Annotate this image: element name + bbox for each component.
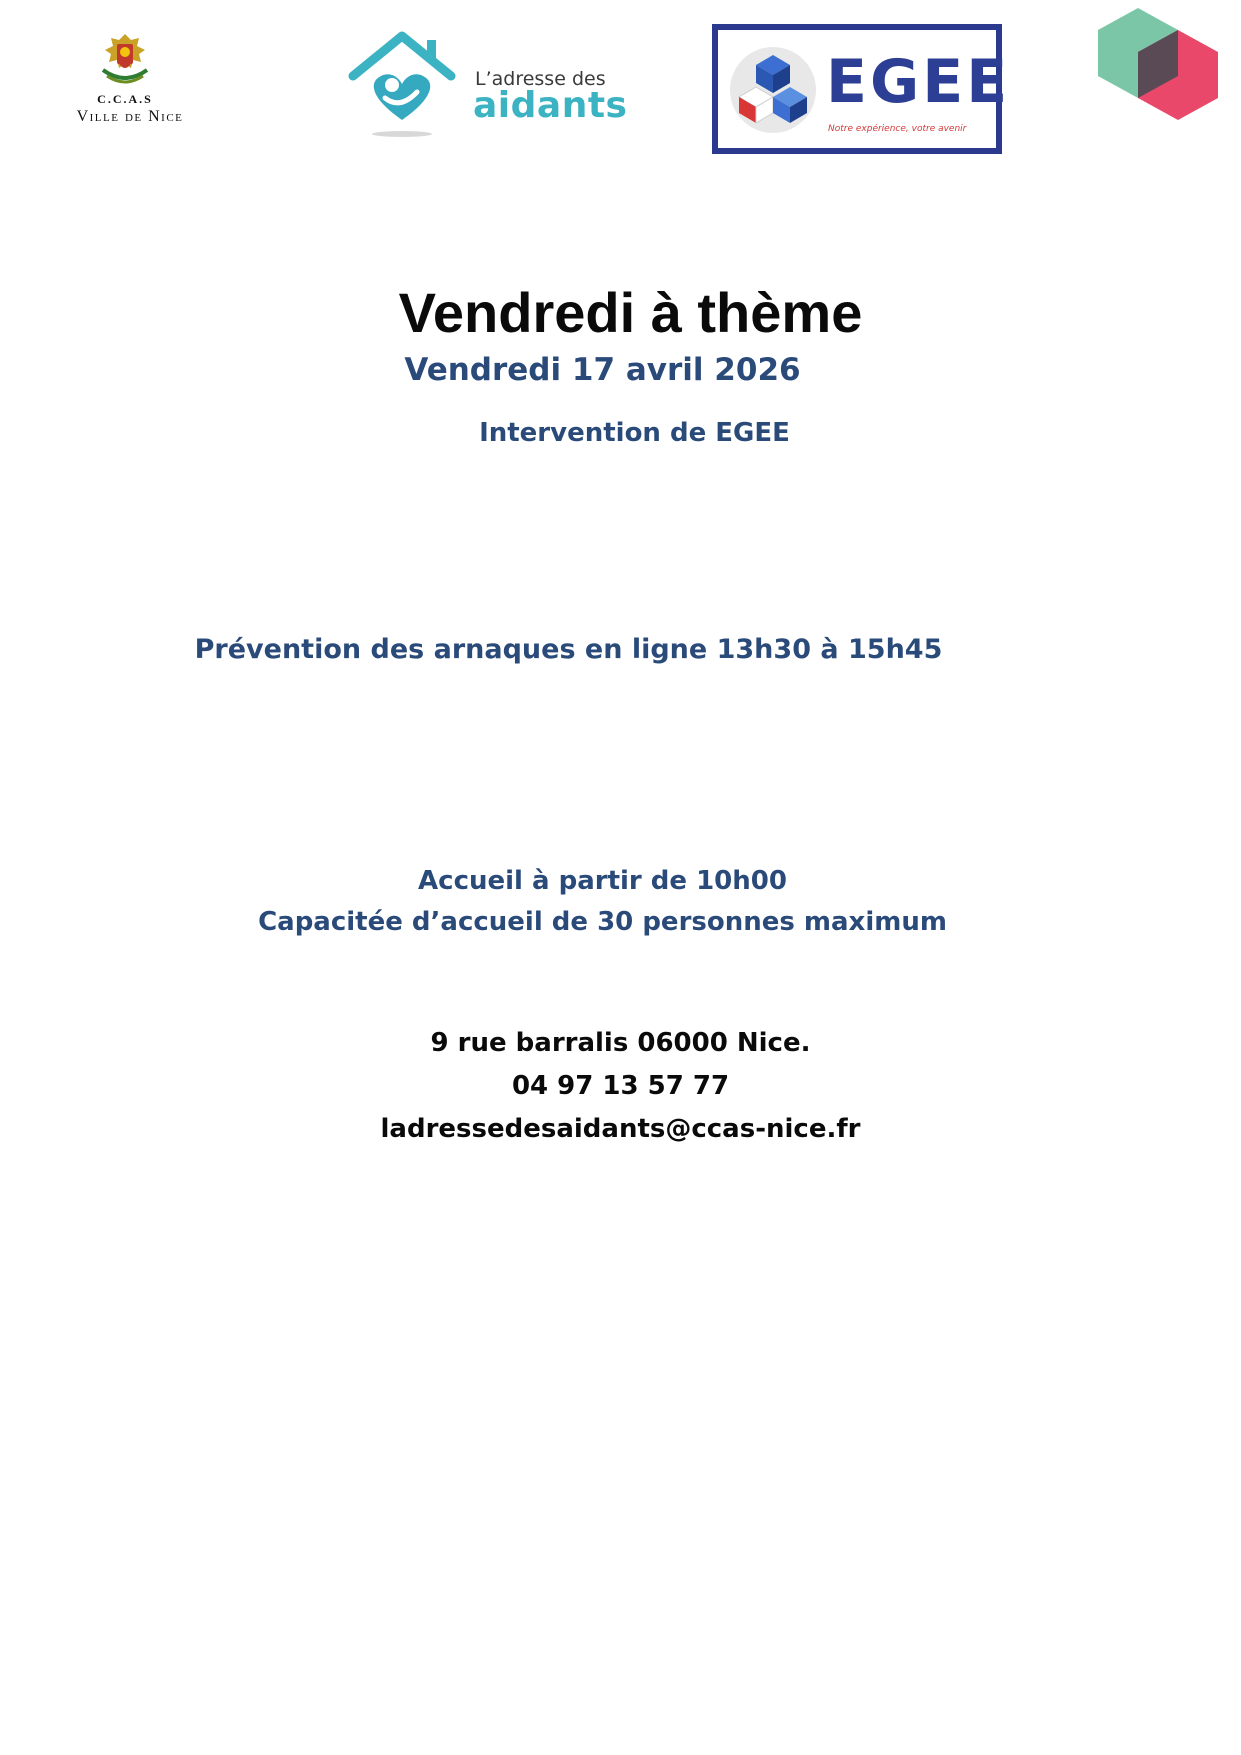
capacite-line: Capacitée d’accueil de 30 personnes maximum: [258, 907, 947, 937]
adresse-des-aidants-logo: [345, 28, 628, 143]
contact-email[interactable]: ladressedesaidants@ccas-nice.fr: [380, 1114, 861, 1144]
house-heart-icon: [345, 28, 460, 143]
egee-cube-icon: [728, 45, 818, 135]
prevention-line: Prévention des arnaques en ligne 13h30 à 15h45: [194, 634, 943, 665]
contact-address: 9 rue barralis 06000 Nice.: [430, 1028, 811, 1058]
intervention-line: Intervention de EGEE: [479, 418, 790, 448]
hexagon-cube-logo: [1098, 8, 1218, 120]
ccas-label: C.C.A.S: [97, 92, 153, 106]
ville-de-nice-label: Ville de Nice: [76, 108, 184, 125]
hexagon-cube-icon: [1098, 8, 1218, 120]
aidants-tagline-small: L’adresse des: [475, 68, 606, 90]
nice-crest-icon: [95, 30, 155, 90]
event-date: Vendredi 17 avril 2026: [404, 352, 801, 388]
ccas-ville-de-nice-logo: [55, 30, 195, 130]
aidants-tagline-big: aidants: [473, 85, 628, 126]
contact-phone: 04 97 13 57 77: [511, 1071, 730, 1101]
accueil-line: Accueil à partir de 10h00: [418, 866, 787, 896]
egee-wordmark: EGEE: [826, 47, 1011, 117]
egee-slogan: Notre expérience, votre avenir: [828, 124, 967, 134]
egee-logo: [712, 24, 1011, 154]
page-title: Vendredi à thème: [398, 281, 863, 344]
